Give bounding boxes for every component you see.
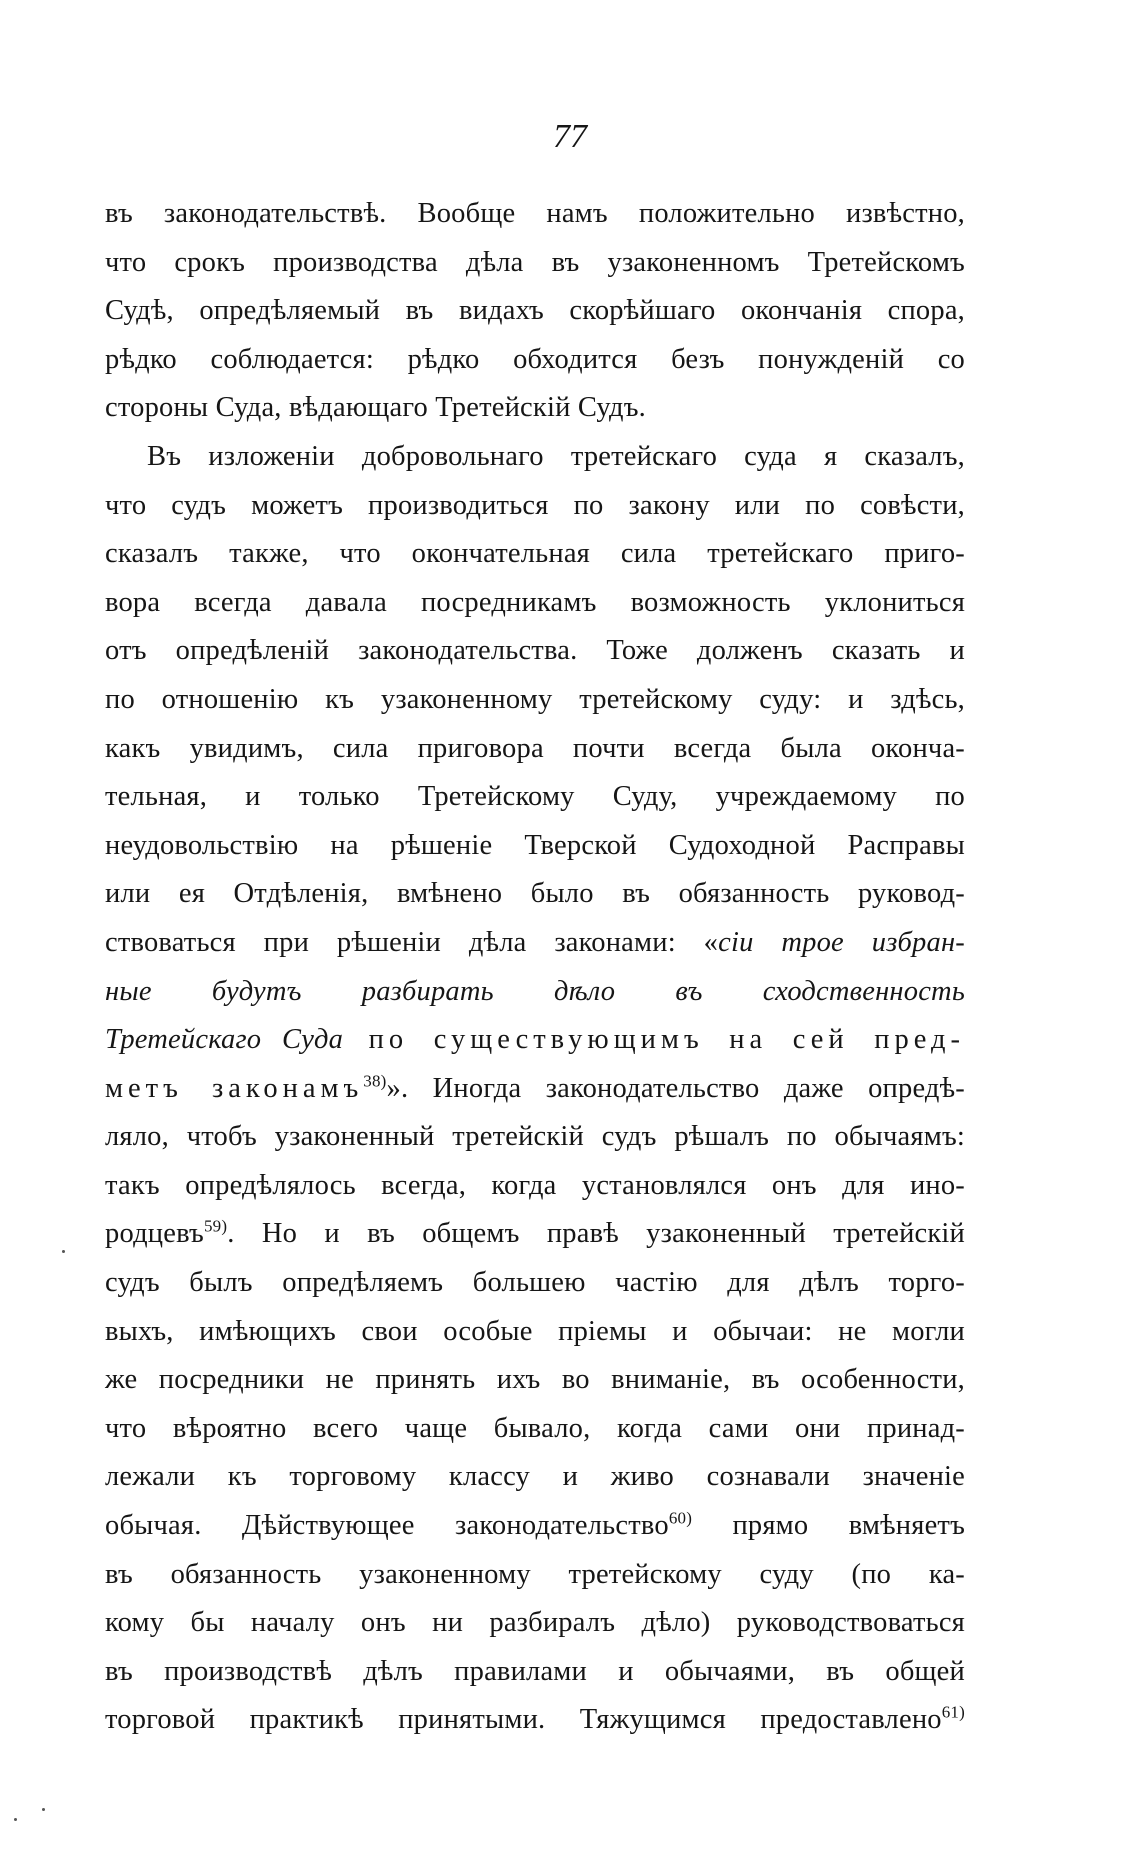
text-line [105,1502,965,1551]
margin-speck [14,1818,17,1821]
margin-speck [42,1808,45,1811]
spaced-text: метъ законамъ [105,1072,364,1104]
text-line: въ производствѣ дѣлъ правилами и обычаями, въ общей [105,1655,965,1687]
text-run: родцевъ [105,1218,204,1250]
text-line: тельная, и только Третейскому Суду, учреждаемому по [105,781,965,813]
text-line: что судъ можетъ производиться по закону или по совѣсти, [105,489,965,521]
text-run: обычая. Дѣйствующее законодательство [105,1510,669,1542]
text-line: или ея Отдѣленія, вмѣнено было въ обязанность руковод- [105,878,965,910]
text-line: такъ опредѣлялось всегда, когда установлялся онъ для ино- [105,1169,965,1201]
text-line [105,1696,965,1745]
text-line [105,1210,965,1259]
text-line: въ обязанность узаконенному третейскому суду (по ка- [105,1558,965,1590]
text-line: судъ былъ опредѣляемъ большею частію для дѣлъ торго- [105,1267,965,1299]
text-line: неудовольствію на рѣшеніе Тверской Судоходной Расправы [105,829,965,861]
text-run: . Но и въ общемъ правѣ узаконенный третейскій [227,1218,965,1250]
text-line: какъ увидимъ, сила приговора почти всегда была оконча- [105,732,965,764]
spaced-text: по существующимъ на сей пред- [343,1024,966,1056]
text-run: прямо вмѣняетъ [692,1510,966,1542]
text-line: Судѣ, опредѣляемый въ видахъ скорѣйшаго окончанія спора, [105,295,965,327]
text-run: ствоваться при рѣшеніи дѣла законами: « [105,926,719,958]
footnote-ref: 59) [203,1216,228,1236]
text-line: сказалъ также, что окончательная сила третейскаго приго- [105,538,965,570]
text-line: что срокъ производства дѣла въ узаконенномъ Третейскомъ [105,246,965,278]
page-number: 77 [553,118,587,155]
text-line: лежали къ торговому классу и живо сознавали значеніе [105,1461,965,1493]
text-line: отъ опредѣленій законодательства. Тоже долженъ сказать и [105,635,965,667]
text-line [105,919,965,968]
footnote-ref: 38) [363,1071,387,1091]
text-line [105,1016,965,1065]
text-line: въ законодательствѣ. Вообще намъ положительно извѣстно, [105,198,965,229]
text-run: ». Иногда законодательство даже опредѣ- [386,1072,965,1104]
italic-quote: сіи трое избран- [718,926,965,958]
text-line: ляло, чтобъ узаконенный третейскій судъ рѣшалъ по обычаямъ: [105,1121,965,1153]
text-line: вора всегда давала посредникамъ возможность уклониться [105,586,965,618]
italic-quote: Третейскаго Суда [105,1024,344,1056]
footnote-ref: 60) [668,1508,693,1528]
text-line: стороны Суда, вѣдающаго Третейскій Судъ. [105,392,646,424]
text-line: рѣдко соблюдается: рѣдко обходится безъ понужденій со [105,343,965,375]
text-line: кому бы началу онъ ни разбиралъ дѣло) руководствоваться [105,1607,965,1639]
text-line: выхъ, имѣющихъ свои особые пріемы и обычаи: не могли [105,1315,965,1347]
italic-quote-line: ные будутъ разбирать дѣло въ сходственность [105,975,965,1007]
text-line [105,1065,965,1114]
text-line: же посредники не принять ихъ во вниманіе, въ особенности, [105,1364,965,1396]
text-run: торговой практикѣ принятыми. Тяжущимся предоставлено [105,1704,942,1736]
text-line: по отношенію къ узаконенному третейскому суду: и здѣсь, [105,683,965,715]
text-line: Въ изложеніи добровольнаго третейскаго суда я сказалъ, [147,440,965,472]
text-line: что вѣроятно всего чаще бывало, когда сами они принад- [105,1412,965,1444]
margin-speck [62,1250,65,1253]
footnote-ref: 61) [941,1702,965,1722]
body-text [105,190,965,1745]
